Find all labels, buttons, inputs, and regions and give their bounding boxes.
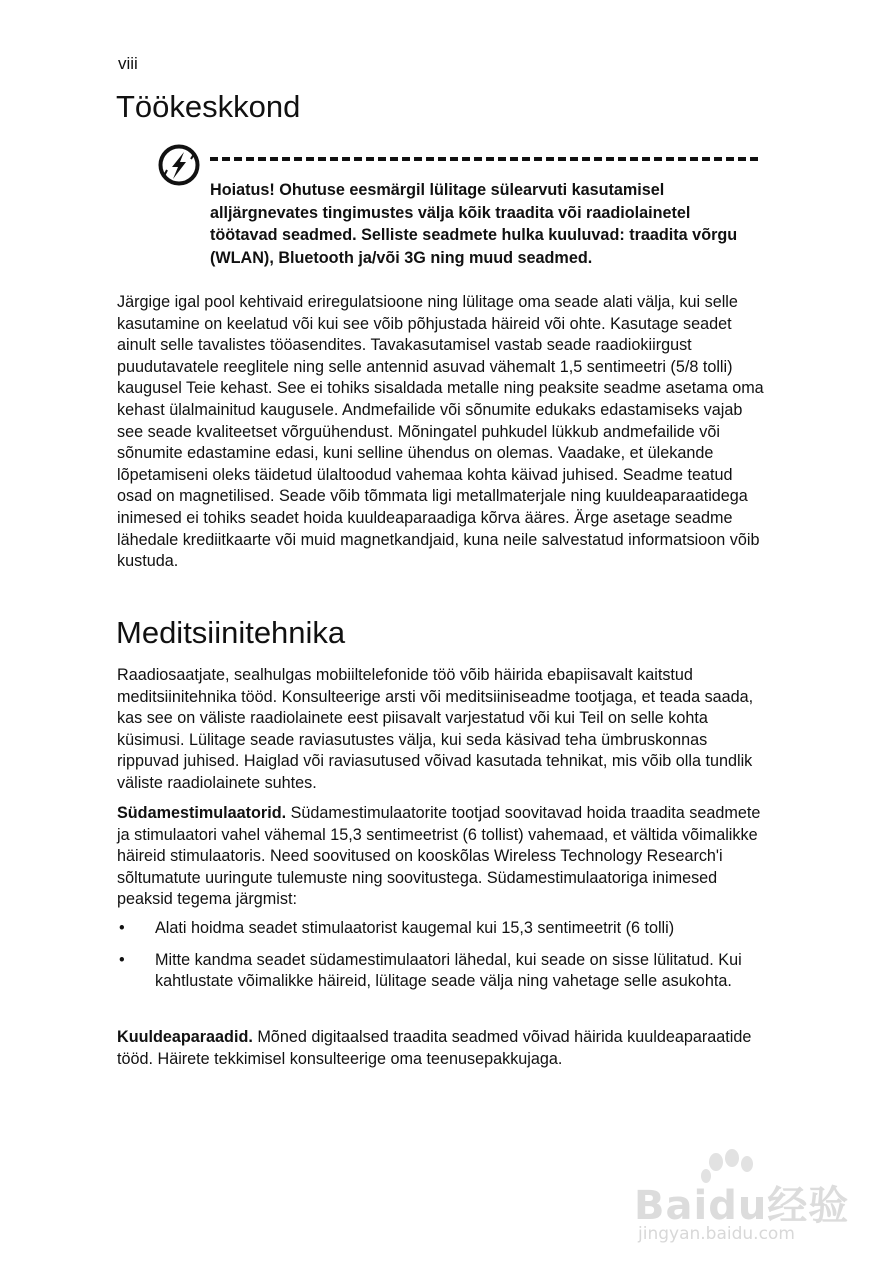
hearing-aid-label: Kuuldeaparaadid. (117, 1028, 253, 1046)
warning-text: Hoiatus! Ohutuse eesmärgil lülitage sülearvuti kasutamisel alljärgnevates tingimustes välja kõik traadita või raadiolainetel töötavad seadmed. Selliste seadmete hulka kuuluvad: traadita võrgu (WLAN), Bluetooth ja/või 3G ning muud seadmed. (210, 181, 738, 267)
pacemaker-text: Südamestimulaatorite tootjad soovitavad hoida traadita seadmete ja stimulaatori vahel vähemal 15,3 sentimeetrist (6 tollist) vahemaad, et vältida võimalikke häireid stimulaatoris. Need soovitused on kooskõlas Wireless Technology Research'i sõltumatute uuringute tulemuste ning soovitustega. Südamestimulaatoriga inimesed peaksid tegema järgmist: (117, 804, 761, 909)
section-title-medical: Meditsiinitehnika (116, 615, 346, 650)
page-number: viii (118, 54, 138, 73)
hearing-aid-paragraph (117, 1027, 767, 1070)
section-title-work-environment: Töökeskkond (116, 89, 301, 124)
bullet-icon: • (119, 950, 125, 969)
list-item-text: Alati hoidma seadet stimulaatorist kaugemal kui 15,3 sentimeetrit (6 tolli) (155, 919, 675, 937)
lightning-warning-icon (157, 143, 201, 187)
pacemaker-label: Südamestimulaatorid. (117, 804, 287, 822)
pacemaker-bullet-list (117, 918, 767, 1003)
watermark-url: jingyan.baidu.com (638, 1224, 795, 1244)
watermark-brand: Baidu经验 (634, 1183, 850, 1229)
bullet-icon: • (119, 919, 125, 937)
warning-divider (210, 157, 758, 161)
medical-intro-paragraph: Raadiosaatjate, sealhulgas mobiiltelefonide töö võib häirida ebapiisavalt kaitstud meditsiinitehnika tööd. Konsulteerige arsti või meditsiiniseadme tootjaga, et teada saada, kas see on väliste raadiolainete eest piisavalt varjestatud või kui Teil on selle kohta küsimusi. Lülitage seade raviasutustes välja, kui seda käsivad teha ümbruskonnas rippuvad juhised. Haiglad või raviasutused võivad kasutada tehnikat, mis võib olla tundlik väliste raadiolainete suhtes. (117, 666, 754, 792)
work-environment-paragraph: Järgige igal pool kehtivaid eriregulatsioone ning lülitage oma seade alati välja, kui selle kasutamine on keelatud või kui see võib põhjustada häireid või ohte. Kasutage seadet ainult selle tavalistes tööasendites. Tavakasutamisel vastab seade raadiokiirgust puudutavatele reeglitele ning selle antennid asuvad vähemalt 1,5 sentimeetri (5/8 tolli) kaugusel Teie kehast. See ei tohiks sisaldada metalle ning peaksite seadme asetama oma kehast ülalmainitud kaugusele. Andmefailide või sõnumite edukaks edastamiseks vajab see seade kvaliteetset võrguühendust. Mõningatel puhkudel lükkub andmefailide või sõnumite edastamine edasi, kuni selline ühendus on olemas. Vaadake, et ülekande lõpetamiseni oleks täidetud ülaltoodud vahemaa kohta käivad juhised. Seadme teatud osad on magnetilised. Seade võib tõmmata ligi metallmaterjale ning kuuldeaparaatidega inimesed ei tohiks seadet hoida kuuldeaparaadiga kõrva ääres. Ärge asetage seadme lähedale krediitkaarte või muid magnetkandjaid, kuna neile salvestatud informatsioon võib kustuda. (117, 293, 764, 571)
hearing-aid-text: Mõned digitaalsed traadita seadmed võivad häirida kuuldeaparaatide tööd. Häirete tekkimisel konsulteerige oma teenusepakkujaga. (117, 1028, 752, 1068)
watermark (634, 1148, 854, 1248)
pacemaker-paragraph (117, 803, 767, 911)
list-item-text: Mitte kandma seadet südamestimulaatori lähedal, kui seade on sisse lülitatud. Kui kahtlustate võimalikke häireid, lülitage seade välja ning vahetage selle asukohta. (155, 950, 742, 991)
list-item (117, 918, 767, 940)
list-item (117, 950, 767, 993)
